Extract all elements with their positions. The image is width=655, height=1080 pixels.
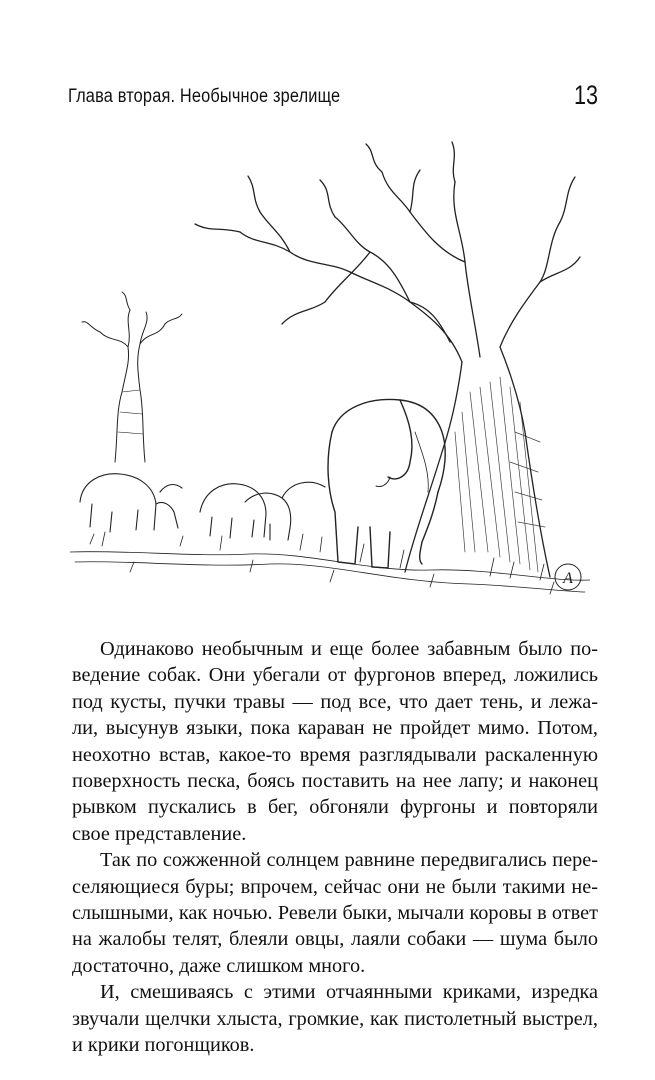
text-line: под кусты, пучки травы — под все, что дает тень, и лежа- [72,690,598,713]
paragraph [72,847,598,979]
paragraph [72,979,598,1058]
baobab-tree [195,142,580,577]
large-elephant [328,399,445,568]
text-line: и крики погонщиков. [72,1034,255,1057]
paragraph [72,636,598,847]
running-title: Глава вторая. Необычное зрелище [68,86,341,107]
text-line: свое представление. [72,822,247,845]
elephant-herd [80,474,325,540]
text-line: И, смешиваясь с этими отчаянными криками, изредка [100,981,598,1004]
text-line: Одинаково необычным и еще более забавным было по- [100,638,598,660]
text-line: поверхность песка, боясь поставить на нее лапу; и наконец [72,770,598,793]
text-line: Так по сожженной солнцем равнине передвигались пере- [100,849,598,872]
text-line: рывком пускались в бег, обгоняли фургоны и повторяли [72,796,598,819]
text-line: ведение собак. Они убегали от фургонов вперед, ложились [72,664,598,687]
text-line: достаточно, даже слишком много. [72,954,366,977]
page-number: 13 [573,80,598,110]
text-line: слышными, как ночью. Ревели быки, мычали коровы в ответ [72,902,598,925]
svg-text:А: А [563,570,573,587]
ground-grass [70,532,590,594]
text-line: неохотно встав, какое-то время разглядывали раскаленную [72,743,598,766]
text-line: селяющиеся буры; впрочем, сейчас они не были такими не- [72,875,598,898]
body-text [72,636,598,1059]
running-header [68,80,598,114]
artist-signature [555,564,581,590]
elephant-baobab-illustration [70,132,590,612]
text-line: ли, высунув языки, пока караван не пройдет мимо. Потом, [72,717,598,740]
text-line: на жалобы телят, блеяли овцы, лаяли собаки — шума было [72,928,598,951]
distant-baobab [82,292,182,462]
text-line: звучали щелчки хлыста, громкие, как пистолетный выстрел, [72,1007,598,1030]
